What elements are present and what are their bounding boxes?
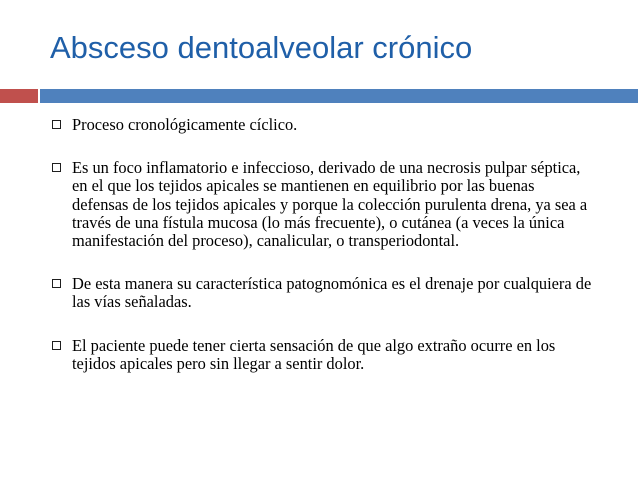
square-bullet-icon (52, 341, 61, 350)
bullet-text: Es un foco inflamatorio e infeccioso, derivado de una necrosis pulpar séptica, en el que los tejidos apicales se mantienen en equilibrio por las buenas defensas de los tejidos apicales y porque la colección purulenta drena, ya sea a través de una fístula mucosa (lo más frecuente), o cutánea (a veces la única manifestación del proceso), canalicular, o transperiodontal. (72, 158, 588, 251)
square-bullet-icon (52, 279, 61, 288)
bullet-item (52, 275, 592, 311)
bullet-text: El paciente puede tener cierta sensación de que algo extraño ocurre en los tejidos apicales pero sin llegar a sentir dolor. (72, 335, 556, 373)
square-bullet-icon (52, 120, 61, 129)
bullet-item (52, 116, 592, 134)
bullet-item (52, 337, 592, 373)
accent-bar-red (0, 89, 38, 103)
bullet-text: De esta manera su característica patognomónica es el drenaje por cualquiera de las vías señaladas. (72, 274, 592, 312)
bullet-item (52, 159, 592, 250)
square-bullet-icon (52, 163, 61, 172)
bullet-text: Proceso cronológicamente cíclico. (72, 115, 298, 134)
accent-bar-blue (40, 89, 638, 103)
slide-title: Absceso dentoalveolar crónico (50, 30, 473, 65)
bullet-list (52, 112, 592, 373)
